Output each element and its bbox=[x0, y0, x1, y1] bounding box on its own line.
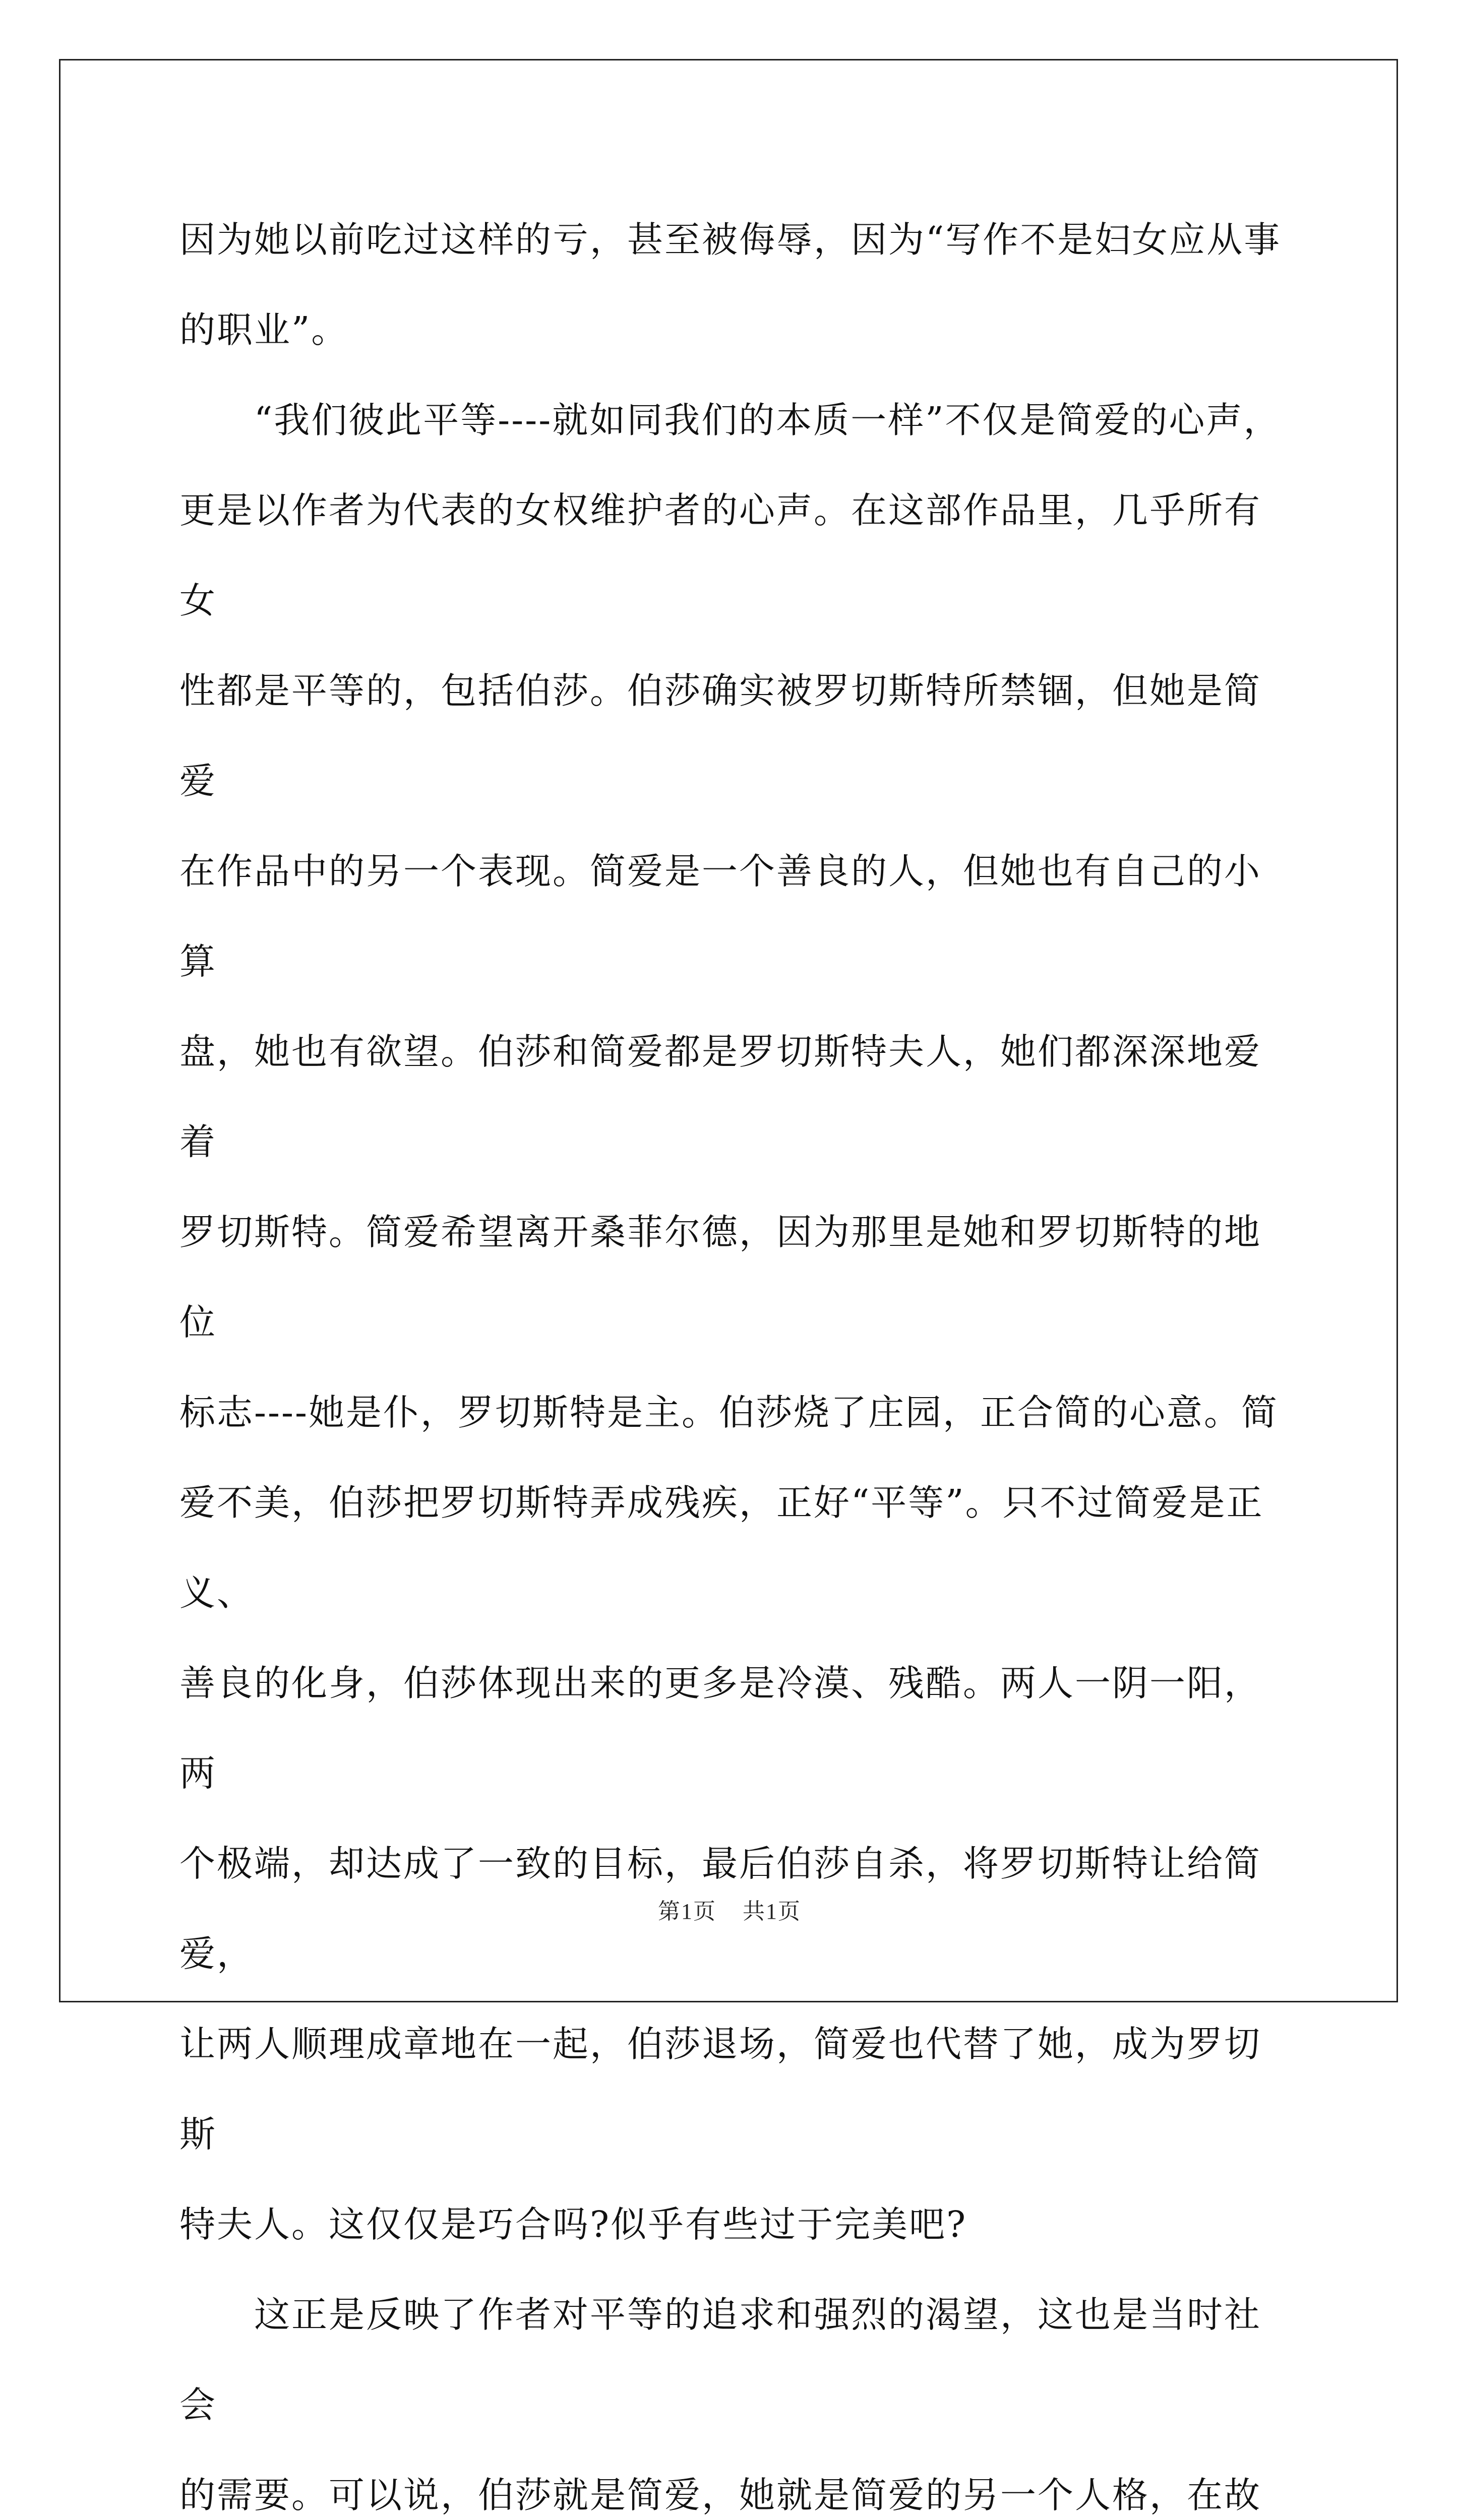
paragraph-3: 这正是反映了作者对平等的追求和强烈的渴望，这也是当时社会 的需要。可以说，伯莎就是简爱，她就是简爱的另一个人格，在故 bbox=[179, 2294, 1262, 2516]
paragraph-1: 因为她以前吃过这样的亏，甚至被侮辱，因为“写作不是妇女应从事 的职业”。 bbox=[179, 219, 1282, 351]
document-body bbox=[179, 195, 1294, 2520]
page-total: 共1页 bbox=[743, 1899, 801, 1924]
page-number: 第1页 bbox=[658, 1899, 716, 1924]
page-footer bbox=[0, 1893, 1459, 1925]
paragraph-2: “我们彼此平等----就如同我们的本质一样”不仅是简爱的心声， 更是以作者为代表的女权维护者的心声。在这部作品里，几乎所有女 性都是平等的，包括伯莎。伯莎确实被罗切斯特所禁锢，但她是简爱 在作品中的另一个表现。简爱是一个善良的人，但她也有自己的小算 盘，她也有欲望。伯莎和简爱都是罗切斯特夫人，她们都深深地爱着 罗切斯特。简爱希望离开桑菲尔德，因为那里是她和罗切斯特的地位 标志----她是仆，罗切斯特是主。伯莎烧了庄园，正合简的心意。简 爱不美，伯莎把罗切斯特弄成残疾，正好“平等”。只不过简爱是正义、 善良的化身，伯莎体现出来的更多是冷漠、残酷。两人一阴一阳，两 个极端，却达成了一致的目标，最后伯莎自杀，将罗切斯特让给简爱， 让两人顺理成章地在一起，伯莎退场，简爱也代替了她，成为罗切斯 特夫人。这仅仅是巧合吗?似乎有些过于完美吧? bbox=[179, 399, 1281, 2245]
